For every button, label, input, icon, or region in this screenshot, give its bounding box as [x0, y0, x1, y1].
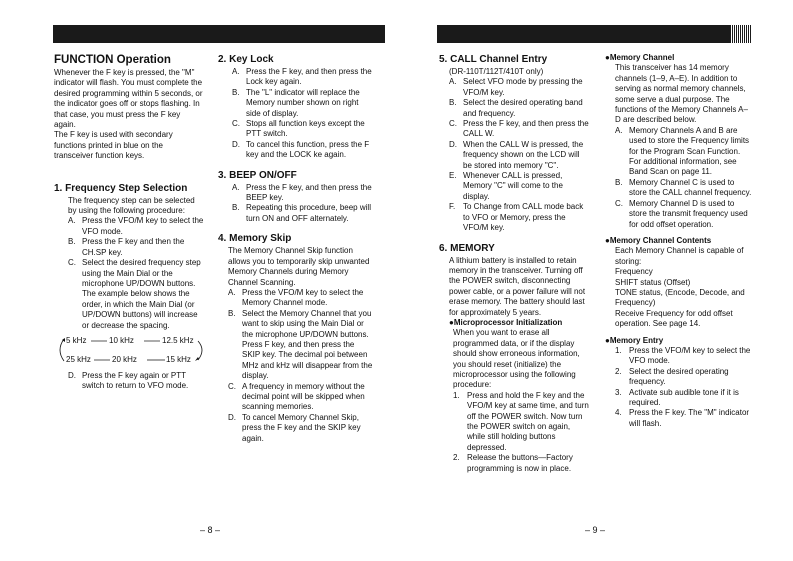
- list-item: A. Press the F key, and then press the Lock key again.: [232, 67, 372, 87]
- column-1: [54, 53, 204, 392]
- freq-step-intro: The frequency step can be selected by using the following procedure:: [68, 195, 195, 216]
- step-12-5khz: 12.5 kHz: [162, 335, 194, 345]
- function-title: FUNCTION Operation: [54, 54, 171, 66]
- list-item: F. To Change from CALL mode back to VFO or Memory, press the VFO/M key.: [449, 202, 584, 233]
- list-item: 2. Select the desired operating frequency.: [615, 366, 729, 387]
- step-5khz: 5 kHz: [66, 335, 87, 345]
- function-para2: The F key is used with secondary functions printed in blue on the transceiver function keys.: [54, 130, 173, 161]
- list-item: 4. Press the F key. The "M" indicator will flash.: [615, 408, 750, 428]
- page-number-left: – 8 –: [200, 525, 221, 535]
- list-item: A. Memory Channels A and B are used to store the Frequency limits for the Program Scan Function. For additional information, see Band Scan on page 11.: [615, 125, 750, 177]
- memory-channel-intro: This transceiver has 14 memory channels (1–9, A–E). In addition to serving as normal memory channels, some serve a dual purpose. The functions of the Memory Channels A–D are described below.: [615, 63, 748, 125]
- header-bar-right: [437, 25, 751, 43]
- memory-skip-title: 4. Memory Skip: [218, 233, 292, 245]
- memory-title: 6. MEMORY: [439, 242, 495, 254]
- list-item: D. Press the F key again or PTT switch to return to VFO mode.: [68, 370, 189, 391]
- list-item: C. Press the F key, and then press the CALL W.: [449, 119, 589, 139]
- list-item: B. Press the F key and then the CH.SP key.: [68, 237, 185, 257]
- call-models: (DR-110T/112T/410T only): [449, 67, 544, 76]
- list-item: A. Press the VFO/M key to select the VFO mode.: [68, 216, 204, 236]
- list-item: 1. Press and hold the F key and the VFO/M key at same time, and turn off the POWER switch. Now turn the POWER switch on again, while still holding buttons depressed.: [453, 390, 589, 452]
- list-item: 2. Release the buttons—Factory programming is now in place.: [453, 453, 573, 473]
- list-item: D. To cancel Memory Channel Skip, press the F key and the SKIP key again.: [228, 412, 361, 443]
- column-3: [439, 53, 589, 474]
- contents-intro: Each Memory Channel is capable of storing:: [615, 246, 744, 266]
- contents-line: SHIFT status (Offset): [615, 277, 691, 287]
- list-item: 3. Activate sub audible tone if it is required.: [615, 387, 739, 407]
- memory-intro: A lithium battery is installed to retain memory in the transceiver. Turning off the POWER switch, disconnecting power cable, or a power failure will not erase memory. The battery should last for approximately 5 years.: [449, 255, 586, 317]
- list-item: C. Select the desired frequency step using the Main Dial or the microphone UP/DOWN buttons. The example below shows the order, in which the Main Dial (or UP/DOWN buttons) will increase or decrease the spacing.: [68, 258, 201, 330]
- contents-line: Frequency: [615, 267, 653, 277]
- list-item: A. Press the VFO/M key to select the Memory Channel mode.: [228, 287, 364, 308]
- memory-skip-intro: The Memory Channel Skip function allows you to temporarily skip unwanted Memory Channels during Memory Channel Scanning.: [228, 246, 370, 287]
- memory-channel-title: ●Memory Channel: [605, 53, 675, 62]
- list-item: B. The "L" indicator will replace the Memory number shown on right side of display.: [232, 87, 360, 118]
- function-para1: Whenever the F key is pressed, the "M" indicator will flash. You must complete the desired programming within 5 seconds, or the indicator goes off or stops flashing. In that case, you must press the F key again.: [54, 68, 203, 130]
- list-item: D. When the CALL W is pressed, the frequency shown on the LCD will be stored into memory "C".: [449, 139, 584, 170]
- list-item: B. Memory Channel C is used to store the CALL channel frequency.: [615, 177, 752, 198]
- step-10khz: 10 kHz: [109, 335, 134, 345]
- list-item: 1. Press the VFO/M key to select the VFO mode.: [615, 345, 751, 366]
- freq-step-title: 1. Frequency Step Selection: [54, 182, 188, 194]
- list-item: B. Select the desired operating band and frequency.: [449, 98, 583, 118]
- step-15khz: 15 kHz: [166, 354, 191, 364]
- entry-title: ●Memory Entry: [605, 335, 664, 345]
- init-title: ●Microprocessor Initialization: [449, 317, 563, 327]
- contents-line: Receive Frequency for odd offset operation. See page 14.: [615, 308, 733, 329]
- contents-title: ●Memory Channel Contents: [605, 235, 712, 245]
- key-lock-title: 2. Key Lock: [218, 54, 274, 65]
- list-item: C. Memory Channel D is used to store the transmit frequency used for odd offset operation.: [615, 198, 748, 229]
- contents-line: TONE status, (Encode, Decode, and Frequency): [615, 287, 745, 308]
- list-item: A. Select VFO mode by pressing the VFO/M key.: [449, 77, 583, 97]
- step-cycle-diagram: [54, 335, 204, 365]
- header-bar-left: [53, 25, 385, 43]
- step-20khz: 20 kHz: [112, 354, 137, 364]
- column-4: [605, 53, 753, 429]
- list-item: A. Press the F key, and then press the BEEP key.: [232, 182, 372, 203]
- list-item: B. Select the Memory Channel that you want to skip using the Main Dial or the microphone UP/DOWN buttons. Press F key, and then press the SKIP key. The decimal poi between MHz and kHz will disappear from the display.: [228, 308, 373, 381]
- list-item: B. Repeating this procedure, beep will turn ON and OFF alternately.: [232, 203, 371, 223]
- list-item: C. A frequency in memory without the decimal point will be skipped when scanning memories.: [228, 381, 365, 412]
- list-item: C. Stops all function keys except the PTT switch.: [232, 119, 365, 139]
- step-25khz: 25 kHz: [66, 354, 91, 364]
- list-item: E. Whenever CALL is pressed, Memory "C" will come to the display.: [449, 171, 563, 201]
- page-number-right: – 9 –: [585, 525, 606, 535]
- header-thumb-tabs: [730, 25, 752, 43]
- call-title: 5. CALL Channel Entry: [439, 54, 548, 65]
- column-2: [218, 53, 373, 444]
- list-item: D. To cancel this function, press the F key and the LOCK ke again.: [232, 139, 370, 160]
- beep-title: 3. BEEP ON/OFF: [218, 169, 297, 181]
- init-text: When you want to erase all programmed data, or if the display should show erroneous information, you should reset (initialize) the microprocessor using the following procedure:: [453, 328, 580, 390]
